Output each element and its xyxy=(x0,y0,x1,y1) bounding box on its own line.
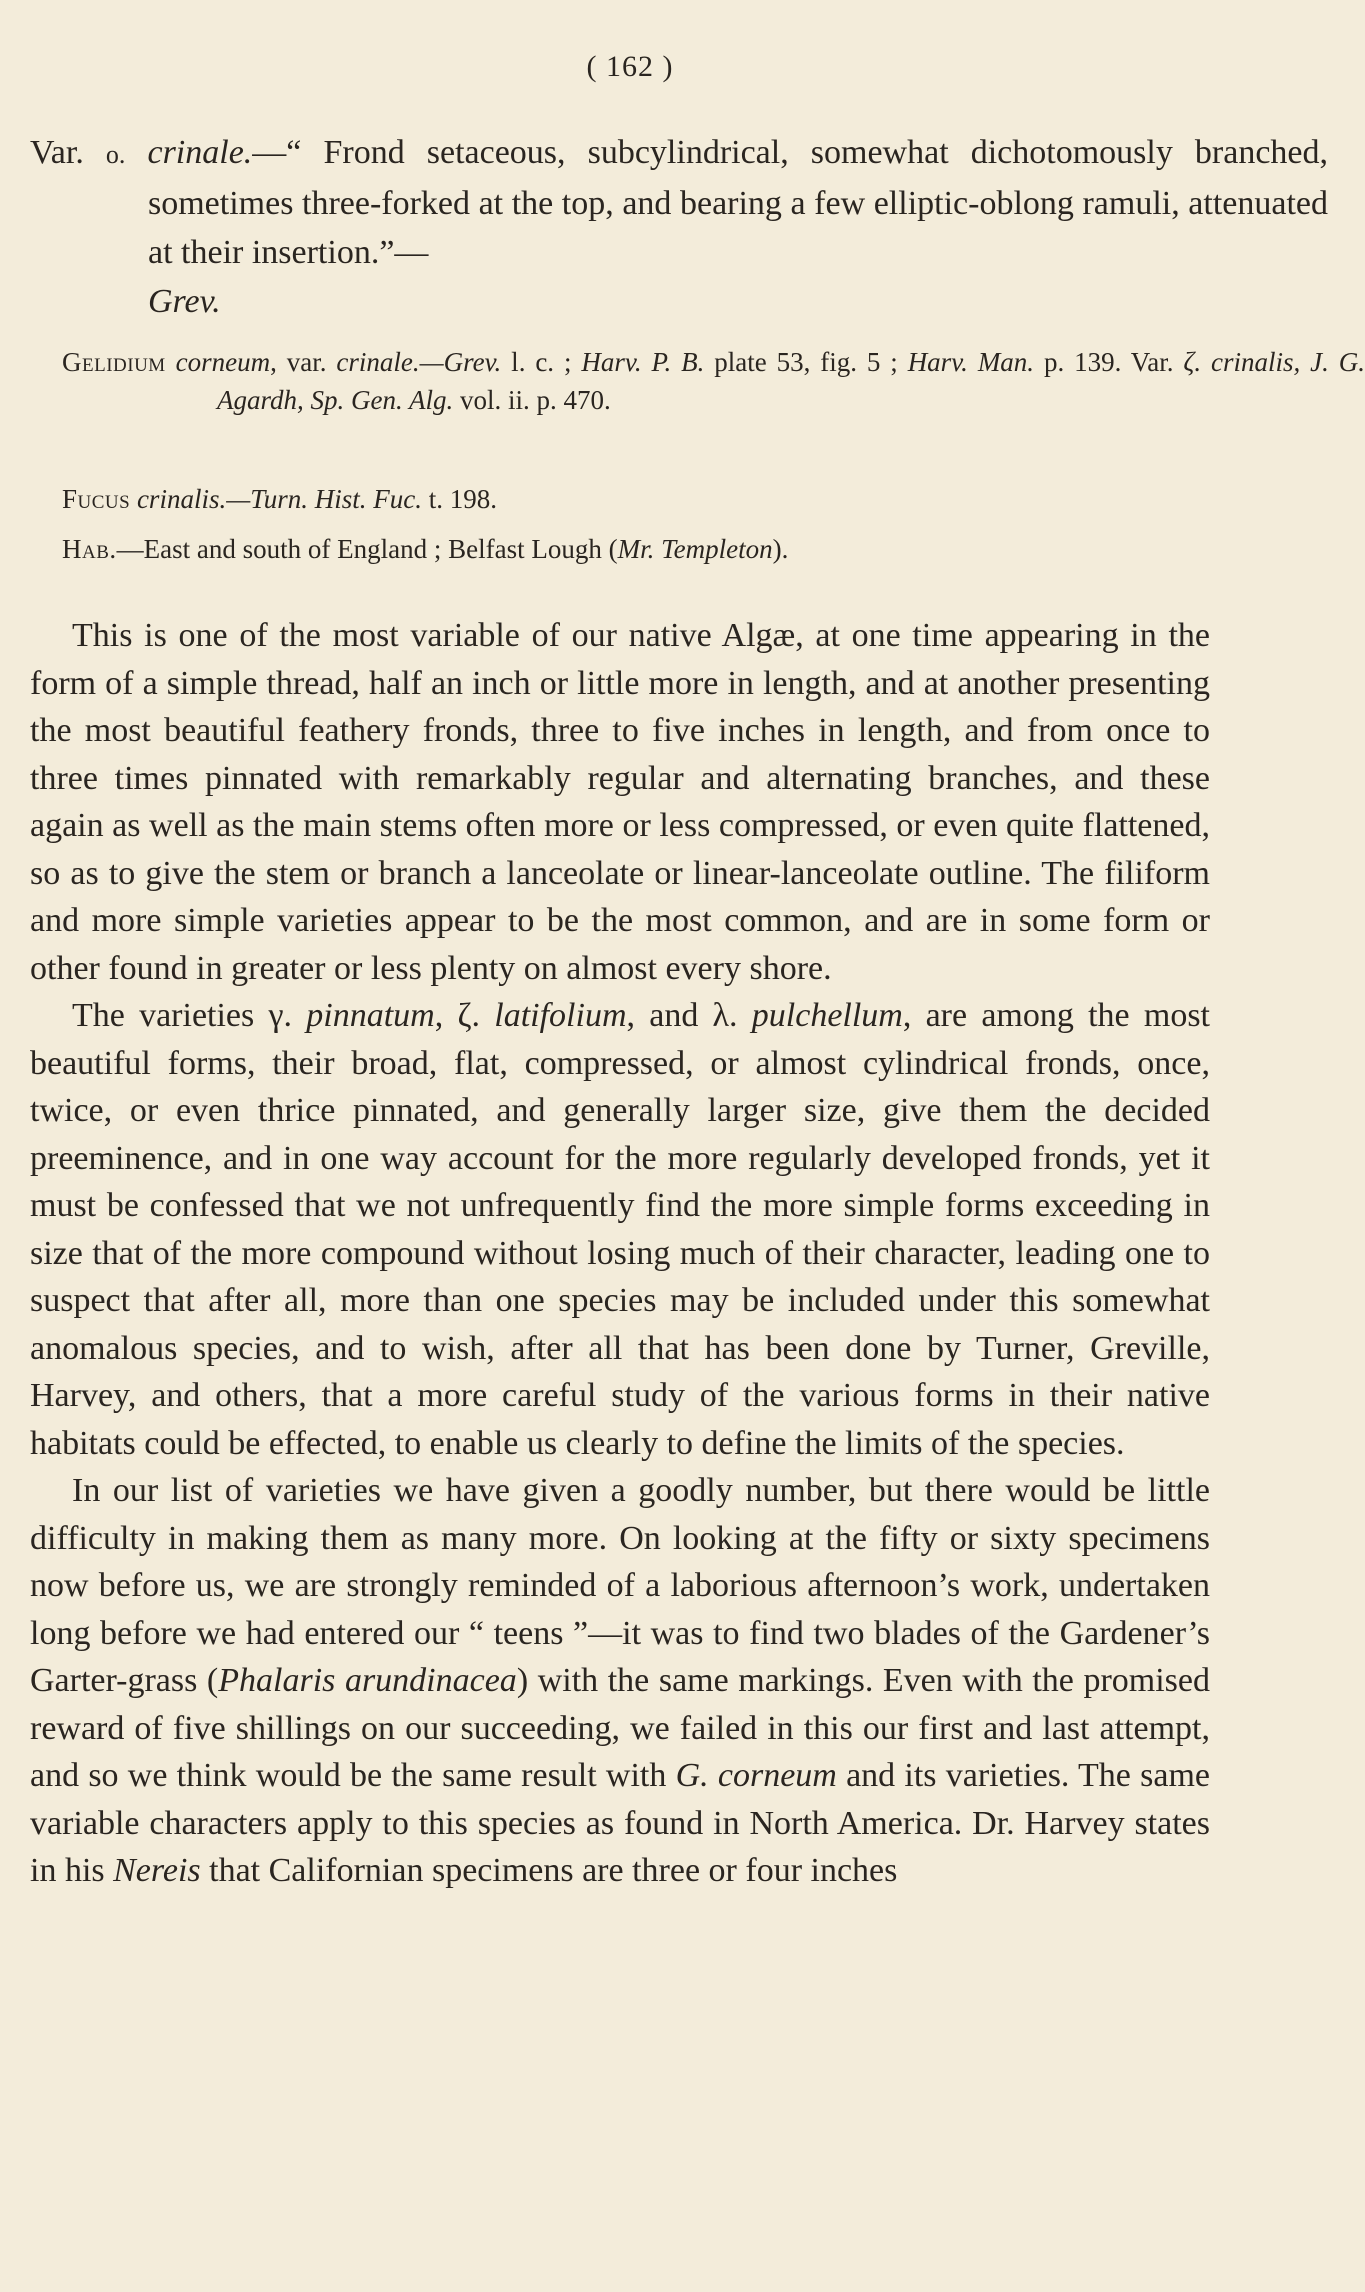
body-text xyxy=(30,612,1210,1895)
variety-authority: Grev. xyxy=(148,283,221,320)
synonym-entry xyxy=(62,480,1210,518)
paragraph: In our list of varieties we have given a goodly number, but there would be little difficulty in making them as many more. On looking at the fifty or sixty specimens now before us, we are strongly reminded of a laborious afternoon’s work, undertaken long before we had entered our “ teens ”—it was to find two blades of the Gardener’s Garter-grass (Phalaris arundinacea) with the same markings. Even with the promised reward of five shillings on our succeeding, we failed in this our first and last attempt, and so we think would be the same result with G. corneum and its varieties. The same variable characters apply to this species as found in North America. Dr. Harvey states in his Nereis that Californian specimens are three or four inches xyxy=(30,1472,1210,1889)
variety-greek: o. xyxy=(105,140,126,169)
synonym-text: crinalis.—Turn. Hist. Fuc. t. 198. xyxy=(136,484,497,514)
synonym-entry xyxy=(62,343,1365,419)
synonym-text: corneum, var. crinale.—Grev. l. c. ; Harv. P. B. plate 53, fig. 5 ; Harv. Man. p. 139. Var. ζ. crinalis, J. G. Agardh, Sp. Gen. Alg. vol. ii. p. 470. xyxy=(175,347,1365,415)
variety-description: —“ Frond setaceous, subcylindrical, somewhat dichotomously branched, sometimes three-forked at the top, and bearing a few elliptic-oblong ramuli, attenuated at their insertion.”— xyxy=(148,134,1328,271)
synonym-genus: Gelidium xyxy=(62,347,166,377)
synonym-genus: Fucus xyxy=(62,484,131,514)
variety-label: Var. xyxy=(30,134,84,171)
paragraph: This is one of the most variable of our native Algæ, at one time appearing in the form of a simple thread, half an inch or little more in length, and at another presenting the most beautiful feathery fronds, three to five inches in length, and from once to three times pinnated with remarkably regular and alternating branches, and these again as well as the main stems often more or less compressed, or even quite flattened, so as to give the stem or branch a lanceolate or linear-lanceolate outline. The filiform and more simple varieties appear to be the most common, and are in some form or other found in greater or less plenty on almost every shore. xyxy=(30,617,1210,987)
page-number: ( 162 ) xyxy=(586,50,674,83)
variety-name: crinale. xyxy=(147,134,253,171)
habitat-label: Hab. xyxy=(62,534,117,564)
habitat-text: —East and south of England ; Belfast Lough (Mr. Templeton). xyxy=(116,534,789,564)
paragraph: The varieties γ. pinnatum, ζ. latifolium, and λ. pulchellum, are among the most beautiful forms, their broad, flat, compressed, or almost cylindrical fronds, once, twice, or even thrice pinnated, and generally larger size, give them the decided preeminence, and in one way account for the more regularly developed fronds, yet it must be confessed that we not unfrequently find the more simple forms exceeding in size that of the more compound without losing much of their character, leading one to suspect that after all, more than one species may be included under this somewhat anomalous species, and to wish, after all that has been done by Turner, Greville, Harvey, and others, that a more careful study of the various forms in their native habitats could be effected, to enable us clearly to define the limits of the species. xyxy=(30,997,1210,1462)
variety-heading xyxy=(30,128,1328,326)
habitat-line xyxy=(62,530,1210,568)
